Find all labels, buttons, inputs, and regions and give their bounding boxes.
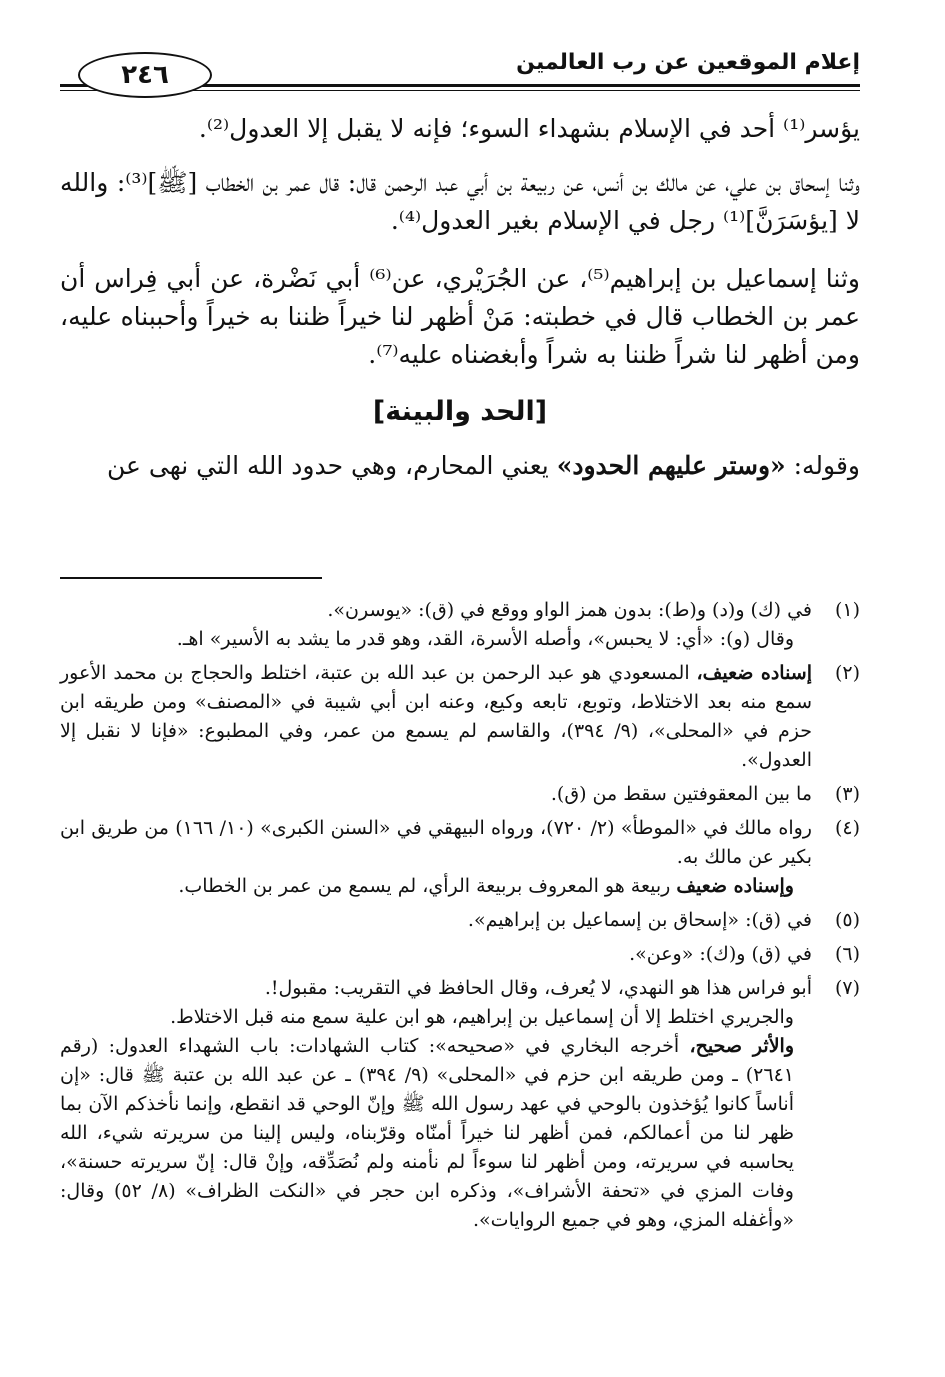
footnote-item — [60, 940, 860, 969]
footnote-number: (٥) — [834, 909, 860, 931]
paragraph-4-quote: «وستر عليهم الحدود» — [556, 451, 786, 480]
footnote-line — [60, 974, 812, 1003]
footnote-line-text: أبو فراس هذا هو النهدي، لا يُعرف، وقال الحافظ في التقريب: مقبول!. — [264, 977, 812, 999]
footnote-line — [60, 814, 812, 872]
footnote-item — [60, 780, 860, 809]
footnote-number: (١) — [834, 599, 860, 621]
footnote-line-text: المسعودي هو عبد الرحمن بن عبد الله بن عتبة، اختلط والحجاج بن محمد الأعور سمع منه بعد الاختلاط، وتوبع، تابعه وكيع، وعنه ابن أبي شيبة في «المصنف» ومن طريقه ابن حزم في «المحلى»، (٩/ ٣٩٤)، والقاسم لم يسمع من عمر، وفي المطبوع: «فإنا لا نقبل إلا العدول». — [60, 662, 812, 771]
paragraph-1: يؤسر⁽¹⁾ أحد في الإسلام بشهداء السوء؛ فإنه لا يقبل إلا العدول⁽²⁾. — [198, 114, 860, 143]
footnote-bold-lead: والأثر صحيح، — [689, 1035, 794, 1057]
footnote-number: (٤) — [834, 817, 860, 839]
footnote-line — [60, 596, 812, 625]
paragraph-3: وثنا إسماعيل بن إبراهيم⁽⁵⁾، عن الجُرَيْري، عن⁽⁶⁾ أبي نَضْرة، عن أبي فِراس أن عمر بن الخطاب قال في خطبته: مَنْ أظهر لنا خيراً ظننا به خيراً وأحببناه عليه، ومن أظهر لنا شراً ظننا به شراً وأبغضناه عليه⁽⁷⁾. — [60, 264, 860, 369]
footnote-text — [60, 974, 812, 1235]
footnote-line — [60, 780, 812, 809]
footnote-number: (٦) — [834, 943, 860, 965]
footnote-number: (٣) — [834, 783, 860, 805]
paragraph-4-before: وقوله: — [785, 451, 860, 480]
footnote-bold-lead: إسناده ضعيف، — [696, 662, 812, 684]
footnote-line-text: رواه مالك في «الموطأ» (٢/ ٧٢٠)، ورواه البيهقي في «السنن الكبرى» (١٠/ ١٦٦) من طريق ابن بكير عن مالك به. — [60, 817, 812, 868]
footnote-line — [60, 940, 812, 969]
footnotes — [60, 596, 860, 1240]
footnote-number: (٢) — [834, 662, 860, 684]
page-number: ٢٤٦ — [78, 52, 212, 98]
section-heading: [الحد والبينة] — [372, 396, 548, 427]
footnote-line-text: وقال (و): «أي: لا يحبس»، وأصله الأسرة، القد، وهو قدر ما يشد به الأسير» اهـ. — [176, 628, 794, 650]
footnote-item — [60, 974, 860, 1235]
footnote-line-text: في (ق) و(ك): «وعن». — [629, 943, 812, 965]
paragraph-4 — [60, 447, 860, 485]
footnote-line-text: في (ك) و(د) و(ط): بدون همز الواو ووقع في (ق): «يوسرن». — [327, 599, 812, 621]
footnote-line-text: ما بين المعقوفتين سقط من (ق). — [550, 783, 812, 805]
footnote-line-text: ربيعة هو المعروف بربيعة الرأي، لم يسمع من عمر بن الخطاب. — [178, 875, 677, 897]
footnote-bold-lead: وإسناده ضعيف — [676, 875, 794, 897]
footnote-item — [60, 596, 860, 654]
paragraph-2: وثنا إسحاق بن علي، عن مالك بن أنس، عن ربيعة بن أبي عبد الرحمن قال: قال عمر بن الخطاب [ﷺ]⁽³⁾: والله لا [يؤسَرَنَّ]⁽¹⁾ رجل في الإسلام بغير العدول⁽⁴⁾. — [60, 168, 860, 235]
footnote-separator — [60, 577, 322, 579]
footnote-text — [60, 596, 812, 654]
footnote-line — [60, 1003, 812, 1032]
book-page — [60, 40, 860, 1340]
footnote-item — [60, 814, 860, 901]
running-header — [60, 40, 860, 100]
footnote-line-text: أخرجه البخاري في «صحيحه»: كتاب الشهادات: باب الشهداء العدول: (رقم ٢٦٤١) ـ ومن طريقه ابن حزم في «المحلى» (٩/ ٣٩٤) ـ عن عبد الله بن عتبة ﷺ قال: «إن أناساً كانوا يُؤخذون بالوحي في عهد رسول الله ﷺ وإنّ الوحي قد انقطع، وإنما نأخذكم الآن بما ظهر لنا من أعمالكم، فمن أظهر لنا خيراً أمنّاه وقرّبناه، وليس إلينا من سريرته شيء، الله يحاسبه في سريرته، ومن أظهر لنا سوءاً لم نأمنه ولم نُصَدِّقه، وإنْ قال: إنّ سريرته حسنة»، وفات المزي في «تحفة الأشراف»، وذكره ابن حجر في «النكت الظراف» (٨/ ٥٢) وقال: «وأغفله المزي، وهو في جميع الروايات». — [60, 1035, 794, 1231]
footnote-text — [60, 659, 812, 775]
footnote-text — [60, 906, 812, 935]
footnote-line — [60, 1032, 812, 1235]
footnote-line-text: في (ق): «إسحاق بن إسماعيل بن إبراهيم». — [467, 909, 812, 931]
footnote-line — [60, 872, 812, 901]
footnote-line — [60, 659, 812, 775]
footnote-number: (٧) — [834, 977, 860, 999]
footnote-item — [60, 906, 860, 935]
footnote-text — [60, 780, 812, 809]
footnote-line — [60, 906, 812, 935]
book-title: إعلام الموقعين عن رب العالمين — [516, 50, 860, 75]
main-text — [60, 110, 860, 505]
footnote-text — [60, 940, 812, 969]
footnote-text — [60, 814, 812, 901]
footnote-line — [60, 625, 812, 654]
footnote-line-text: والجريري اختلط إلا أن إسماعيل بن إبراهيم، هو ابن علية سمع منه قبل الاختلاط. — [170, 1006, 794, 1028]
paragraph-4-after: يعني المحارم، وهي حدود الله التي نهى عن — [107, 451, 557, 480]
footnote-item — [60, 659, 860, 775]
